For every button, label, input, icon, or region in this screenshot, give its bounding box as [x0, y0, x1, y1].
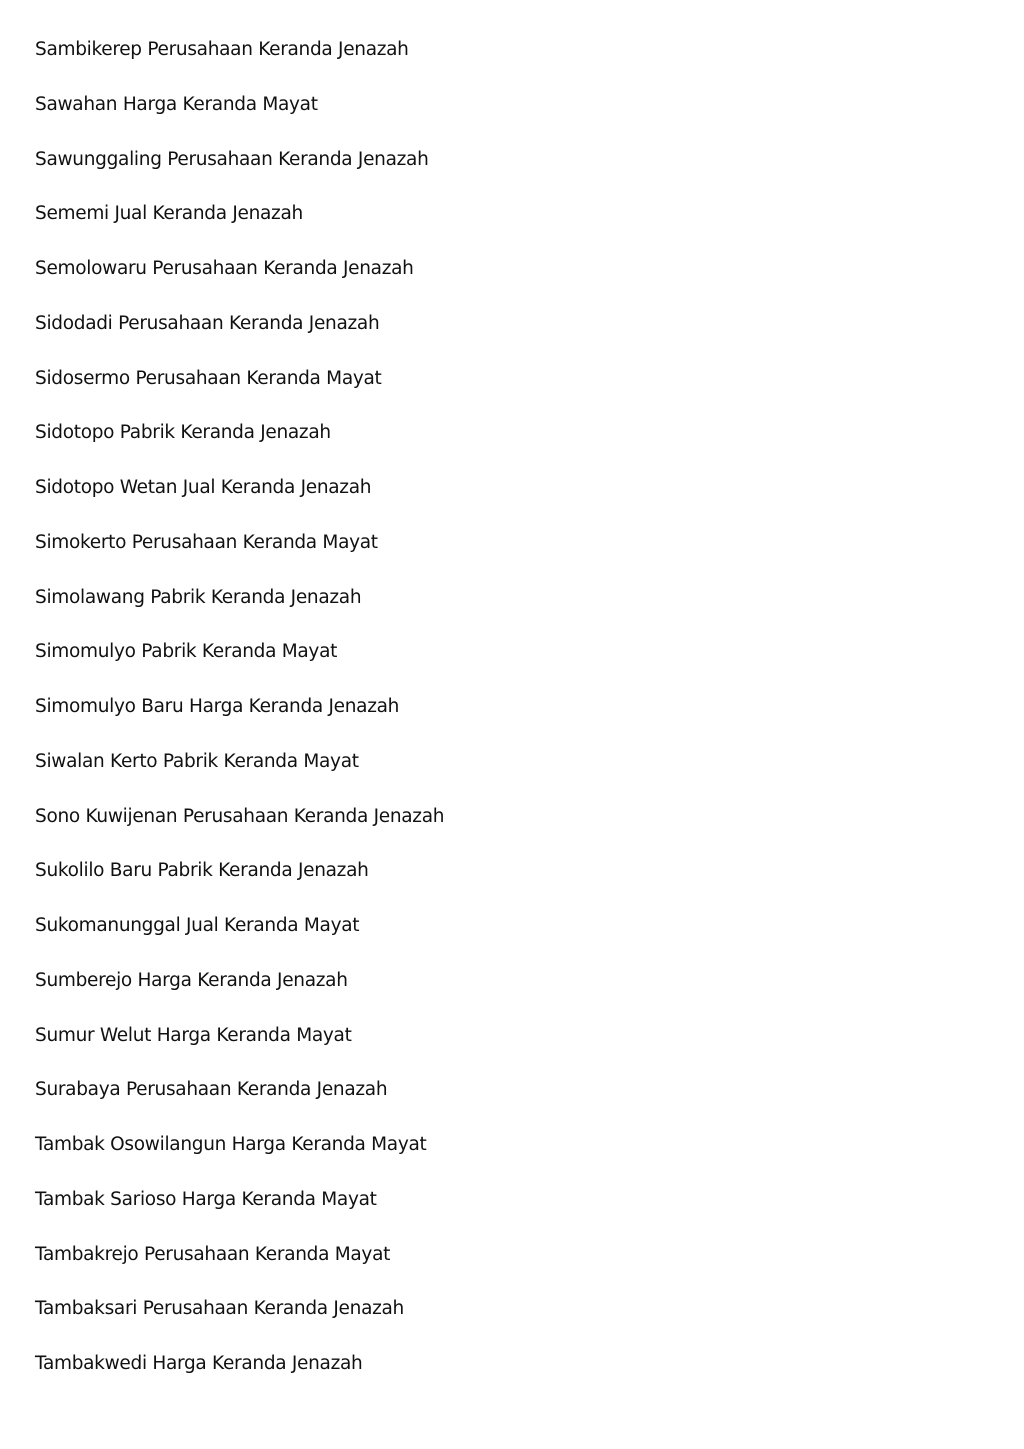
list-item: Tambakwedi Harga Keranda Jenazah	[35, 1353, 363, 1374]
list-item: Sawunggaling Perusahaan Keranda Jenazah	[35, 148, 429, 170]
list-item: Surabaya Perusahaan Keranda Jenazah	[35, 1079, 388, 1101]
list-item: Sukomanunggal Jual Keranda Mayat	[35, 915, 360, 936]
list-item: Tambak Osowilangun Harga Keranda Mayat	[35, 1134, 427, 1155]
list-item: Sidotopo Pabrik Keranda Jenazah	[35, 422, 331, 444]
list-item: Sumur Welut Harga Keranda Mayat	[35, 1024, 352, 1046]
list-item: Simomulyo Baru Harga Keranda Jenazah	[35, 696, 400, 717]
list-item: Sidotopo Wetan Jual Keranda Jenazah	[35, 477, 372, 498]
list-item: Simokerto Perusahaan Keranda Mayat	[35, 531, 378, 553]
list-item: Sidodadi Perusahaan Keranda Jenazah	[35, 312, 380, 334]
list-item: Simomulyo Pabrik Keranda Mayat	[35, 641, 338, 663]
list-item: Tambak Sarioso Harga Keranda Mayat	[35, 1188, 377, 1210]
list-item: Sono Kuwijenan Perusahaan Keranda Jenazah	[35, 805, 445, 827]
list-item: Sawahan Harga Keranda Mayat	[35, 93, 318, 115]
list-item: Tambakrejo Perusahaan Keranda Mayat	[35, 1243, 391, 1265]
list-item: Siwalan Kerto Pabrik Keranda Mayat	[35, 750, 359, 772]
list-item: Sidosermo Perusahaan Keranda Mayat	[35, 367, 382, 389]
list-item: Sukolilo Baru Pabrik Keranda Jenazah	[35, 860, 369, 882]
list-item: Tambaksari Perusahaan Keranda Jenazah	[35, 1298, 404, 1320]
list-item: Sambikerep Perusahaan Keranda Jenazah	[35, 39, 409, 60]
list-item: Sumberejo Harga Keranda Jenazah	[35, 969, 348, 991]
location-list	[35, 36, 444, 1405]
list-item: Semolowaru Perusahaan Keranda Jenazah	[35, 258, 414, 279]
list-item: Simolawang Pabrik Keranda Jenazah	[35, 586, 362, 608]
list-item: Sememi Jual Keranda Jenazah	[35, 203, 303, 225]
